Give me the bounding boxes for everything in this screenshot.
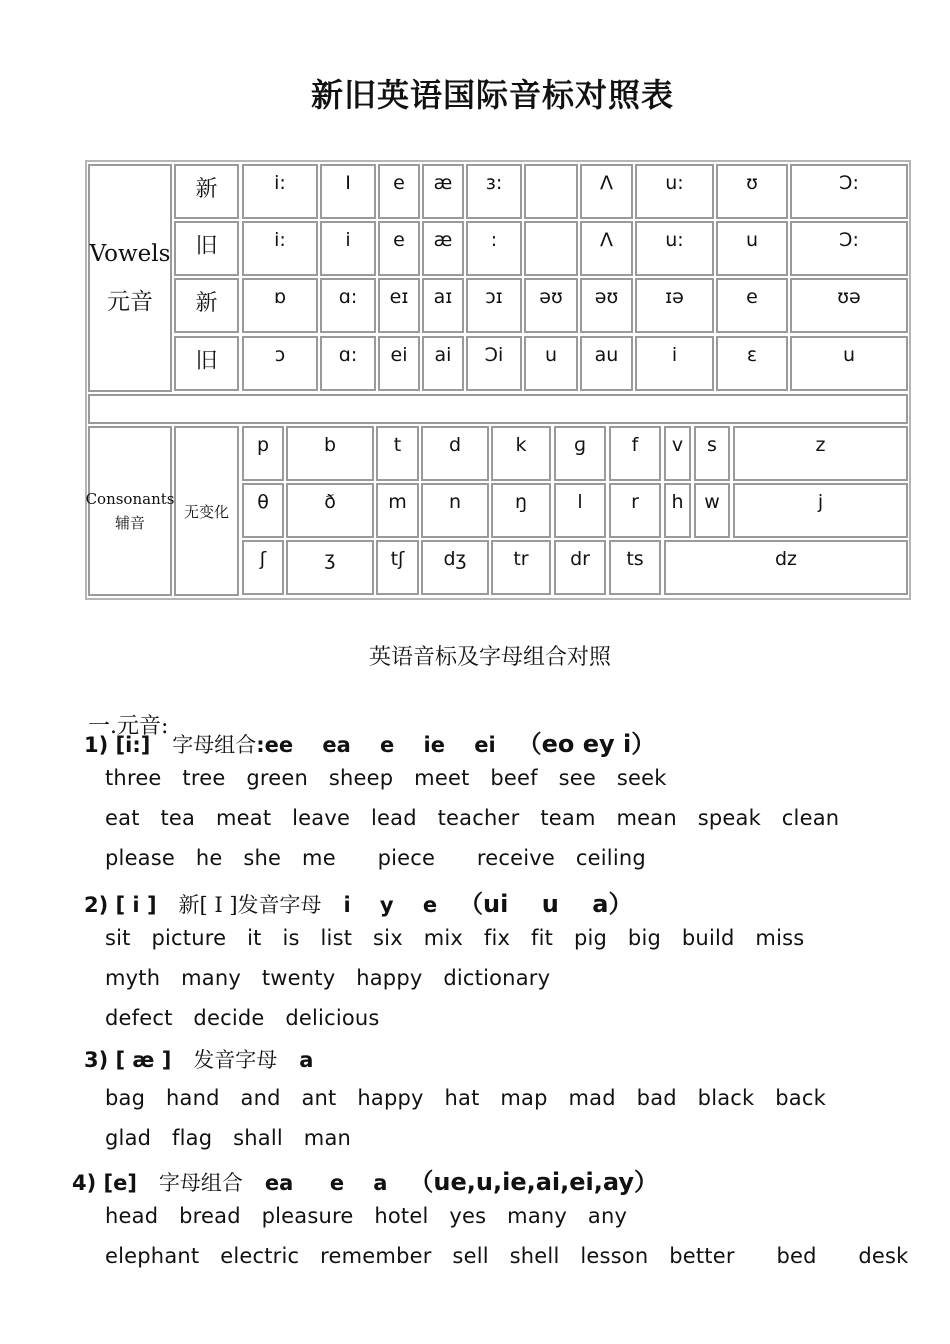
consonant-symbol: h <box>664 483 691 538</box>
vowel-symbol: i: <box>242 164 318 219</box>
page-title: 新旧英语国际音标对照表 <box>310 76 674 114</box>
vowel-symbol: : <box>466 221 522 276</box>
consonants-label-cn: 辅音 <box>114 514 145 532</box>
vowel-symbol: ai <box>422 336 464 391</box>
vowel-row-label: 新 <box>174 164 239 219</box>
consonant-symbol: z <box>733 426 908 481</box>
vowel-symbol: u: <box>635 164 714 219</box>
vowels-label-cn: 元音 <box>107 289 153 315</box>
item-header <box>84 1044 335 1074</box>
consonant-symbol: ʃ <box>242 540 284 595</box>
consonant-symbol: tr <box>491 540 551 595</box>
vowels-label <box>88 164 172 392</box>
vowel-symbol: i <box>635 336 714 391</box>
vowel-symbol: æ <box>422 221 464 276</box>
consonant-symbol: ŋ <box>491 483 551 538</box>
vowel-symbol: e <box>716 278 788 333</box>
item-cn-label: 发音字母 <box>193 1048 278 1072</box>
item-cn-label: 字母组合 <box>172 733 257 757</box>
vowel-symbol: i <box>320 221 376 276</box>
consonant-symbol: v <box>664 426 691 481</box>
vowel-symbol: æ <box>422 164 464 219</box>
example-words-line: defect decide delicious <box>105 1006 380 1030</box>
item-header <box>84 884 632 919</box>
consonant-symbol: j <box>733 483 908 538</box>
vowel-symbol: eɪ <box>378 278 420 333</box>
item-header <box>84 724 655 759</box>
example-words-line: head bread pleasure hotel yes many any <box>105 1204 628 1228</box>
item-number: 1) [i:] <box>84 733 165 757</box>
item-extra: （eo ey i） <box>517 730 656 758</box>
vowel-symbol: u <box>524 336 578 391</box>
vowel-symbol: ɒ <box>242 278 318 333</box>
item-number: 3) [ æ ] <box>84 1048 186 1072</box>
vowel-symbol: ɑ: <box>320 278 376 333</box>
vowel-symbol: Λ <box>580 164 633 219</box>
consonant-symbol: dr <box>554 540 606 595</box>
vowel-symbol: ʊ <box>716 164 788 219</box>
item-letters: :ee ea e ie ei <box>256 733 496 757</box>
consonant-symbol: w <box>694 483 730 538</box>
vowel-symbol: əʊ <box>524 278 578 333</box>
consonant-symbol: p <box>242 426 284 481</box>
vowel-symbol: ɔɪ <box>466 278 522 333</box>
vowel-symbol: u: <box>635 221 714 276</box>
vowel-row-label: 旧 <box>174 336 239 391</box>
vowel-symbol: ɜ: <box>466 164 522 219</box>
item-extra: （ue,u,ie,ai,ei,ay） <box>409 1168 658 1196</box>
vowel-symbol: e <box>378 164 420 219</box>
consonants-label-en: Consonants <box>85 490 175 508</box>
example-words-line: bag hand and ant happy hat map mad bad black back <box>105 1086 826 1110</box>
consonant-symbol: b <box>286 426 374 481</box>
consonant-symbol: k <box>491 426 551 481</box>
consonant-symbol: θ <box>242 483 284 538</box>
vowel-symbol: ɛ <box>716 336 788 391</box>
item-number: 4) [e] <box>72 1171 152 1195</box>
example-words-line: three tree green sheep meet beef see seek <box>105 766 667 790</box>
consonant-symbol: f <box>609 426 661 481</box>
consonants-label <box>85 426 175 596</box>
vowel-row-label: 旧 <box>174 221 239 276</box>
item-number: 2) [ i ] <box>84 893 172 917</box>
vowel-symbol: u <box>716 221 788 276</box>
consonant-symbol: s <box>694 426 730 481</box>
vowel-symbol: u <box>790 336 908 391</box>
vowel-symbol: ʊə <box>790 278 908 333</box>
consonant-symbol: dʒ <box>421 540 489 595</box>
vowel-symbol: ɪə <box>635 278 714 333</box>
separator-row <box>88 394 908 424</box>
vowel-symbol: Ɔi <box>466 336 522 391</box>
vowel-symbol: aɪ <box>422 278 464 333</box>
consonants-sub-label: 无变化 <box>174 426 239 596</box>
item-header <box>72 1162 658 1197</box>
example-words-line: sit picture it is list six mix fix fit pig big build miss <box>105 926 805 950</box>
consonant-symbol: dz <box>664 540 908 595</box>
vowel-symbol <box>524 164 578 219</box>
item-letters: a <box>299 1048 314 1072</box>
consonant-symbol: ts <box>609 540 661 595</box>
consonant-symbol: t <box>376 426 419 481</box>
item-cn-label: 新[ I ]发音字母 <box>178 893 322 917</box>
subtitle: 英语音标及字母组合对照 <box>368 645 611 670</box>
item-extra: （ui u a） <box>459 890 633 918</box>
vowels-label-en: Vowels <box>89 241 171 267</box>
consonant-symbol: r <box>609 483 661 538</box>
vowel-symbol: ɔ <box>242 336 318 391</box>
vowel-symbol: Λ <box>580 221 633 276</box>
consonant-symbol: d <box>421 426 489 481</box>
vowel-symbol: Ɔ: <box>790 221 908 276</box>
consonant-symbol: n <box>421 483 489 538</box>
consonant-symbol: ɡ <box>554 426 606 481</box>
vowel-symbol: ei <box>378 336 420 391</box>
vowel-row-label: 新 <box>174 278 239 333</box>
item-cn-label: 字母组合 <box>158 1171 243 1195</box>
vowel-symbol: ɑ: <box>320 336 376 391</box>
example-words-line: glad flag shall man <box>105 1126 352 1150</box>
vowel-symbol: e <box>378 221 420 276</box>
consonant-symbol: ð <box>286 483 374 538</box>
example-words-line: elephant electric remember sell shell lesson better bed desk <box>105 1244 909 1268</box>
consonant-symbol: m <box>376 483 419 538</box>
vowel-symbol <box>524 221 578 276</box>
consonant-symbol: ʒ <box>286 540 374 595</box>
section-heading-text: 一.元音: <box>88 714 169 739</box>
consonant-symbol: l <box>554 483 606 538</box>
item-letters: i y e <box>343 893 438 917</box>
vowel-symbol: i: <box>242 221 318 276</box>
vowel-symbol: əʊ <box>580 278 633 333</box>
vowel-symbol: I <box>320 164 376 219</box>
item-letters: ea e a <box>264 1171 388 1195</box>
example-words-line: eat tea meat leave lead teacher team mean speak clean <box>105 806 840 830</box>
consonant-symbol: tʃ <box>376 540 419 595</box>
vowel-symbol: au <box>580 336 633 391</box>
example-words-line: myth many twenty happy dictionary <box>105 966 551 990</box>
example-words-line: please he she me piece receive ceiling <box>105 846 646 870</box>
vowel-symbol: Ɔ: <box>790 164 908 219</box>
